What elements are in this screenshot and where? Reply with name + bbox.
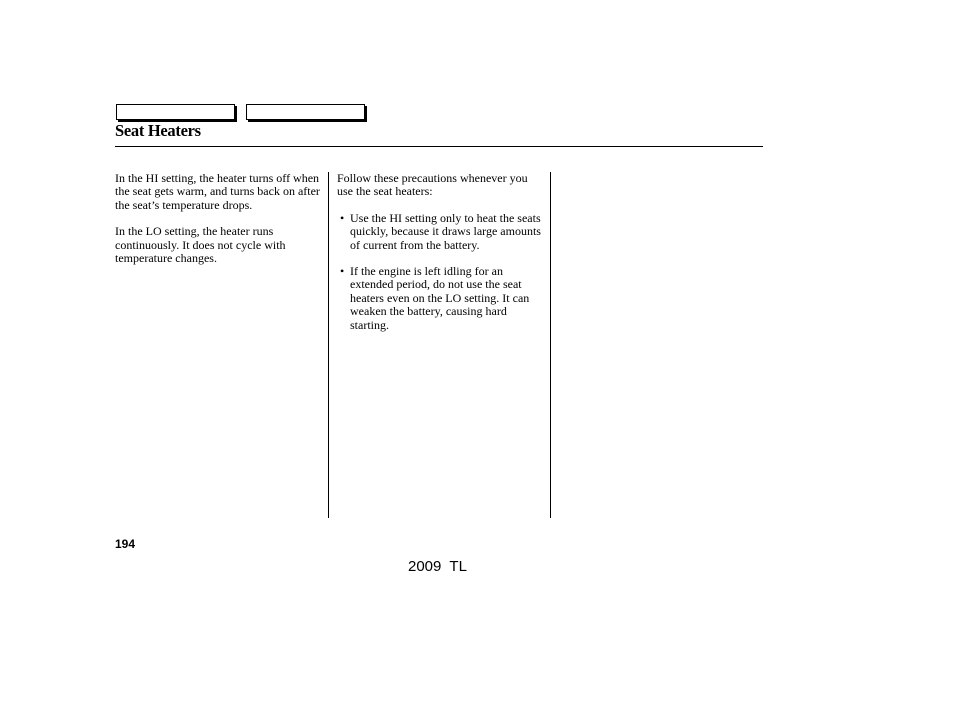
precaution-hi-setting: Use the HI setting only to heat the seats quickly, because it draws large amounts of current from the battery. bbox=[350, 210, 541, 252]
list-item bbox=[337, 212, 543, 252]
precautions-list bbox=[337, 212, 543, 332]
page-number: 194 bbox=[115, 537, 136, 551]
footer-model-label: 2009 TL bbox=[408, 558, 467, 575]
column-divider-left bbox=[328, 172, 329, 518]
list-item bbox=[337, 265, 543, 332]
nav-tab-table-of-contents[interactable] bbox=[246, 104, 365, 120]
bullet-icon: • bbox=[340, 210, 345, 225]
middle-column bbox=[337, 172, 543, 345]
column-divider-right bbox=[550, 172, 551, 518]
bullet-icon: • bbox=[340, 264, 345, 279]
paragraph-lo-setting: In the LO setting, the heater runs continuously. It does not cycle with temperature changes. bbox=[115, 224, 286, 266]
page-title: Seat Heaters bbox=[115, 121, 201, 140]
title-divider bbox=[115, 146, 763, 147]
nav-tab-main-menu[interactable] bbox=[116, 104, 235, 120]
precaution-idling: If the engine is left idling for an extended period, do not use the seat heaters even on the LO setting. It can weaken the battery, causing hard starting. bbox=[350, 264, 530, 332]
left-column bbox=[115, 172, 325, 265]
precautions-intro: Follow these precautions whenever you use the seat heaters: bbox=[337, 171, 528, 199]
paragraph-hi-setting: In the HI setting, the heater turns off when the seat gets warm, and turns back on after the seat’s temperature drops. bbox=[115, 171, 320, 212]
